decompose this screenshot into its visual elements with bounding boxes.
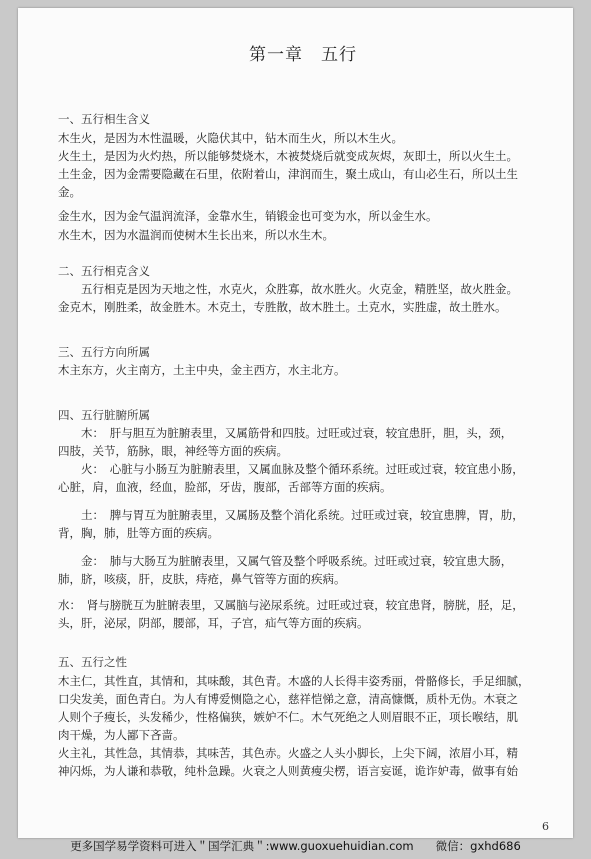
page-number: 6 (542, 820, 549, 833)
footer-wechat: 微信：gxhd686 (435, 839, 521, 853)
text-line: 金。 (58, 185, 81, 199)
text-line: 神闪烁，为人谦和恭敬，纯朴急躁。火衰之人则黄瘦尖楞，语言妄诞，诡诈妒毒，做事有始 (58, 764, 518, 778)
text-line: 火生土，是因为火灼热，所以能够焚烧木，木被焚烧后就变成灰烬，灰即土，所以火生土。 (58, 149, 518, 163)
text-line: 土生金，因为金需要隐藏在石里，依附着山，津润而生，聚土成山，有山必生石，所以土生 (58, 167, 518, 181)
book-page (18, 8, 573, 838)
text-line: 木生火，是因为木性温暖，火隐伏其中，钻木而生火，所以木生火。 (58, 131, 403, 145)
section-heading: 二、五行相克含义 (58, 264, 150, 278)
section-heading: 五、五行之性 (58, 655, 127, 669)
text-line: 金克木，刚胜柔，故金胜木。木克土，专胜散，故木胜土。土克水，实胜虚，故土胜水。 (58, 300, 507, 314)
text-line: 口尖发美，面色青白。为人有博爱恻隐之心，慈祥恺悌之意，清高慷慨，质朴无伪。木衰之 (58, 692, 518, 706)
text-line: 人则个子瘦长，头发稀少，性格偏狭，嫉妒不仁。木气死绝之人则眉眼不正，项长喉结，肌 (58, 710, 518, 724)
text-line: 土： 脾与胃互为脏腑表里，又属肠及整个消化系统。过旺或过衰，较宜患脾，胃，肋， (58, 508, 524, 522)
text-line: 肺，脐，咳痰，肝，皮肤，痔疮，鼻气管等方面的疾病。 (58, 572, 346, 586)
text-line: 金生水，因为金气温润流泽，金靠水生，销锻金也可变为水，所以金生水。 (58, 209, 438, 223)
text-line: 五行相克是因为天地之性，水克火，众胜寡，故水胜火。火克金，精胜坚，故火胜金。 (58, 282, 518, 296)
footer-promo-text: 更多国学易学资料可进入＂国学汇典＂:www.guoxuehuidian.com (70, 839, 414, 853)
footer-promo (0, 838, 591, 854)
section-heading: 一、五行相生含义 (58, 112, 150, 126)
text-line: 头，肝，泌尿，阴部，腰部，耳，子宫，疝气等方面的疾病。 (58, 616, 369, 630)
text-line: 水生木，因为水温润而使树木生长出来，所以水生木。 (58, 228, 334, 242)
text-line: 心脏，肩，血液，经血，脸部，牙齿，腹部，舌部等方面的疾病。 (58, 480, 392, 494)
section-heading: 四、五行脏腑所属 (58, 408, 150, 422)
text-line: 木主仁，其性直，其情和，其味酸，其色青。木盛的人长得丰姿秀丽，骨骼修长，手足细腻， (58, 674, 530, 688)
text-line: 水： 肾与膀胱互为脏腑表里，又属脑与泌尿系统。过旺或过衰，较宜患肾，膀胱，胫，足， (58, 598, 524, 612)
text-line: 木： 肝与胆互为脏腑表里，又属筋骨和四肢。过旺或过衰，较宜患肝，胆，头，颈， (58, 426, 513, 440)
text-line: 四肢，关节，筋脉，眼，神经等方面的疾病。 (58, 444, 288, 458)
text-line: 背，胸，肺，肚等方面的疾病。 (58, 526, 219, 540)
text-line: 金： 肺与大肠互为脏腑表里，又属气管及整个呼吸系统。过旺或过衰，较宜患大肠， (58, 554, 513, 568)
text-line: 木主东方，火主南方，土主中央，金主西方，水主北方。 (58, 363, 346, 377)
text-line: 肉干燥，为人鄙下吝啬。 (58, 728, 185, 742)
text-line: 火： 心脏与小肠互为脏腑表里，又属血脉及整个循环系统。过旺或过衰，较宜患小肠， (58, 462, 524, 476)
section-heading: 三、五行方向所属 (58, 345, 150, 359)
chapter-title: 第一章 五行 (249, 45, 357, 65)
text-line: 火主礼，其性急，其情恭，其味苦，其色赤。火盛之人头小脚长，上尖下阔，浓眉小耳，精 (58, 746, 518, 760)
